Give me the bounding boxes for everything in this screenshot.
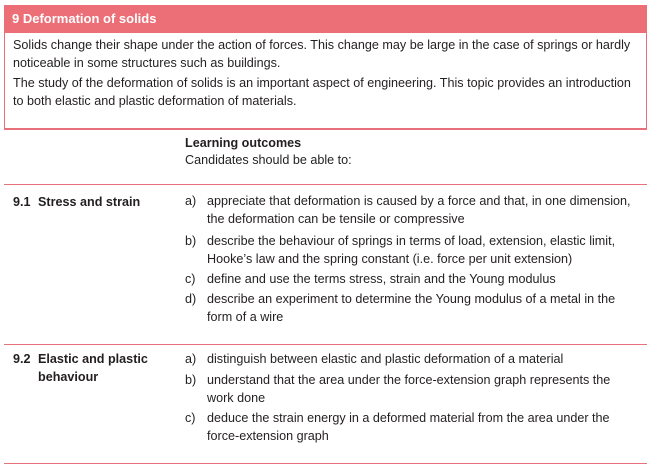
outcome-text: describe an experiment to determine the Young modulus of a metal in the form of a wire — [207, 292, 616, 324]
outcome-text: understand that the area under the force-extension graph represents the work done — [207, 373, 611, 405]
section-number: 9.1 — [13, 195, 31, 209]
outcome-marker: c) — [185, 272, 196, 286]
section-name-continued: behaviour — [38, 369, 99, 384]
outcome-text: describe the behaviour of springs in terms of load, extension, elastic limit, Hooke’s law and the spring constant (i.e. force per unit extension) — [207, 234, 616, 266]
section-title: 9 Deformation of solids — [12, 11, 157, 26]
section-label-9-1 — [13, 194, 173, 212]
intro-paragraph-2: The study of the deformation of solids is an important aspect of engineering. This topic provides an introduction to both elastic and plastic deformation of materials. — [13, 76, 631, 108]
outcome-item — [185, 291, 640, 326]
section-name: Stress and strain — [38, 195, 141, 209]
intro-paragraph-1: Solids change their shape under the action of forces. This change may be large in the case of springs or hardly noticeable in some structures such as buildings. — [13, 38, 631, 70]
outcome-text: deduce the strain energy in a deformed material from the area under the force-extension graph — [207, 411, 610, 443]
outcome-marker: a) — [185, 352, 197, 366]
learning-outcomes-heading: Learning outcomes — [185, 136, 302, 150]
outcome-item — [185, 233, 640, 268]
outcome-marker: a) — [185, 194, 197, 208]
divider — [4, 344, 647, 345]
outcome-item — [185, 271, 640, 289]
outcome-marker: b) — [185, 234, 197, 248]
outcome-item — [185, 193, 640, 228]
outcome-item — [185, 372, 640, 407]
outcome-marker: b) — [185, 373, 197, 387]
divider — [4, 128, 647, 130]
outcome-marker: c) — [185, 411, 196, 425]
section-label-9-2 — [13, 351, 173, 386]
section-number: 9.2 — [13, 352, 31, 366]
outcome-text: define and use the terms stress, strain and the Young modulus — [207, 272, 556, 286]
outcome-text: appreciate that deformation is caused by a force and that, in one dimension, the deformation can be tensile or compressive — [207, 194, 631, 226]
outcome-text: distinguish between elastic and plastic deformation of a material — [207, 352, 564, 366]
divider — [4, 463, 647, 464]
outcome-marker: d) — [185, 292, 197, 306]
outcome-item — [185, 351, 640, 369]
divider — [4, 184, 647, 185]
section-title-bar — [4, 5, 647, 33]
section-name: Elastic and plastic — [38, 352, 148, 366]
learning-outcomes-subheading: Candidates should be able to: — [185, 153, 352, 167]
outcome-item — [185, 410, 640, 445]
